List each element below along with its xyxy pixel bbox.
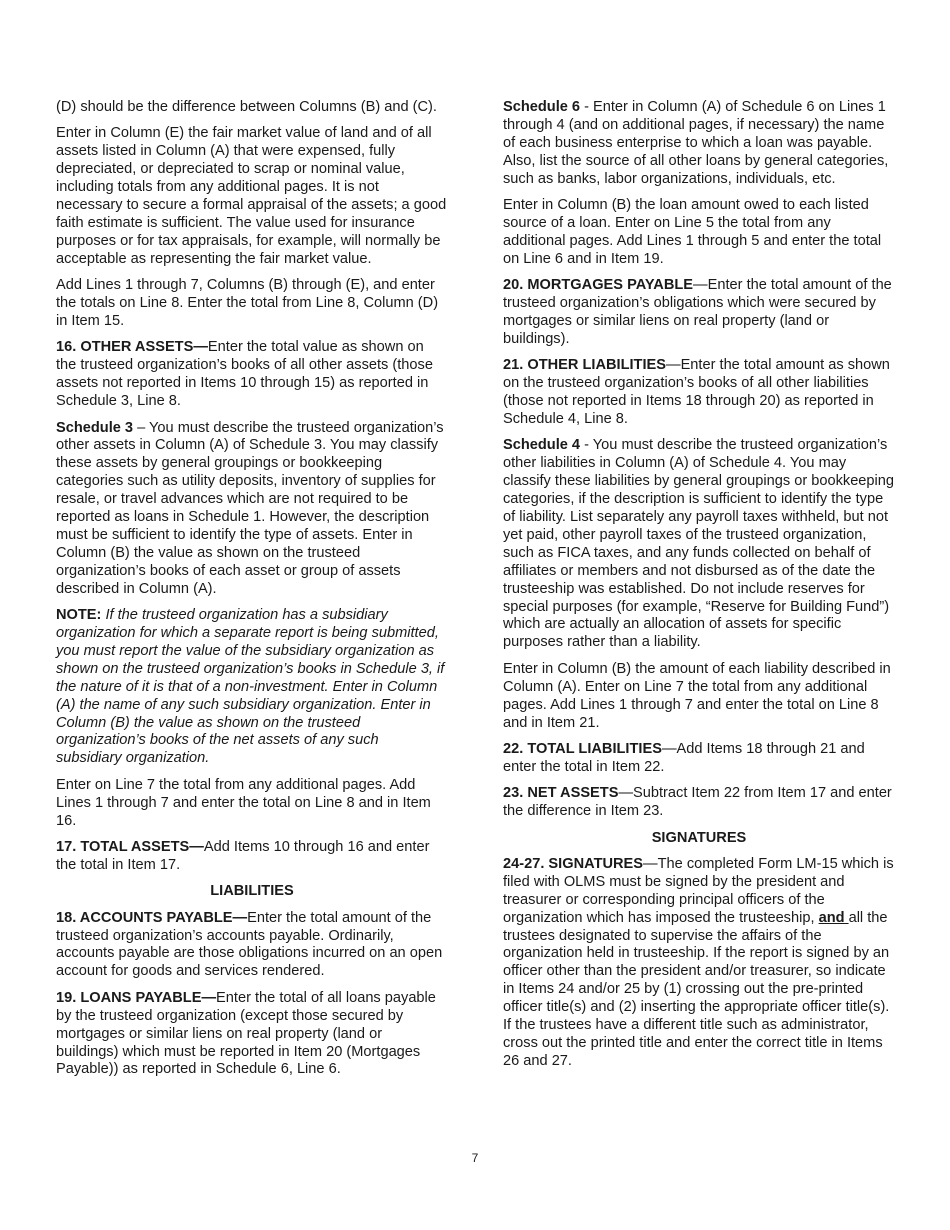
- item-20-label: 20. MORTGAGES PAYABLE: [503, 277, 694, 294]
- paragraph-loan-amount: Enter in Column (B) the loan amount owed to each listed source of a loan. Enter on Line 5 the total from any additional pages. Add Lines 1 through 5 and enter the total on Line 6 and in Item 19.: [503, 197, 882, 267]
- item-17-text: Add Items 10 through 16 and enter the total in Item 17.: [56, 838, 430, 873]
- item-16-text: Enter the total value as shown on the trusteed organization’s books of all other assets (those assets not reported in Items 10 through 15) as reported in Schedule 3, Line 8.: [56, 339, 433, 410]
- note-text: If the trusteed organization has a subsidiary organization for which a separate report is being submitted, you must report the value of the subsidiary organization as shown on the trusteed organization’s books in Schedule 3, if the nature of it is that of a non-investment. Enter in Column (A) the name of any such subsidiary organization. Enter in Column (B) the value as shown on the trusteed organization’s books of the net assets of any such subsidiary organization.: [56, 607, 445, 767]
- paragraph-liability-amount: Enter in Column (B) the amount of each liability described in Column (A). Enter on Line 7 the total from any additional pages. Add Lines 1 through 7 and enter the total on Line 8 and in Item 21.: [503, 660, 891, 731]
- item-22-total-liabilities: [503, 741, 895, 777]
- items-24-27-text-b: all the trustees designated to supervise the affairs of the organization held in trusteeship. If the report is signed by an officer other than the president and/or treasurer, so indicate in Items 24 and/or 25 by (1) crossing out the pre-printed officer title(s) and (2) inserting the appropriate officer title(s). If the trustees have a different title such as administrator, cross out the printed title and enter the correct title in Items 26 and 27.: [503, 909, 890, 1069]
- note: [56, 607, 448, 768]
- paragraph-column-d: (D) should be the difference between Columns (B) and (C).: [56, 99, 437, 115]
- schedule-3-label: Schedule 3: [56, 419, 134, 436]
- item-17-label: 17. TOTAL ASSETS—: [56, 838, 204, 855]
- item-19-label: 19. LOANS PAYABLE—: [56, 989, 217, 1006]
- item-16-other-assets: [56, 339, 448, 411]
- item-18-label: 18. ACCOUNTS PAYABLE—: [56, 909, 248, 926]
- left-column: [56, 99, 448, 1088]
- item-23-net-assets: [503, 785, 895, 821]
- page-number: 7: [471, 1151, 479, 1165]
- schedule-6: [503, 99, 895, 189]
- schedule-4-text: - You must describe the trusteed organization’s other liabilities in Column (A) of Schedule 4. You may classify these liabilities by general groupings or bookkeeping categories, if the description is sufficient to identify the type of liability. List separately any payroll taxes withheld, but not yet paid, other payroll taxes of the trusteed organization, such as FICA taxes, and any funds collected on behalf of affiliates or members and not disbursed as of the date the trusteeship was established. Do not include reserves for special purposes (for example, “Reserve for Building Fund”) which are actually an allocation of assets for specific purposes rather than a liability.: [503, 437, 895, 651]
- item-16-label: 16. OTHER ASSETS—: [56, 339, 208, 356]
- item-20-mortgages-payable: [503, 277, 895, 349]
- schedule-3: [56, 420, 448, 599]
- items-24-27-signatures: [503, 856, 895, 1071]
- item-21-label: 21. OTHER LIABILITIES: [503, 357, 666, 374]
- schedule-6-text: - Enter in Column (A) of Schedule 6 on Lines 1 through 4 (and on additional pages, if necessary) the name of each business enterprise to which a loan was payable. Also, list the source of all other loans by general categories, such as banks, labor organizations, individuals, etc.: [503, 99, 889, 187]
- schedule-6-label: Schedule 6: [503, 99, 581, 115]
- liabilities-heading: LIABILITIES: [210, 883, 294, 900]
- right-column: [503, 99, 895, 1079]
- paragraph-line-7: Enter on Line 7 the total from any additional pages. Add Lines 1 through 7 and enter the total on Line 8 and in Item 16.: [56, 776, 431, 829]
- item-22-text: —Add Items 18 through 21 and enter the total in Item 22.: [503, 740, 865, 775]
- item-19-loans-payable: [56, 990, 448, 1080]
- schedule-4: [503, 437, 895, 652]
- items-24-27-text-a: —The completed Form LM-15 which is filed with OLMS must be signed by the president and treasurer or corresponding principal officers of the organization which has imposed the trusteeship,: [503, 855, 894, 926]
- item-19-text: Enter the total of all loans payable by the trusteed organization (except those secured by mortgages or similar liens on real property (land or buildings) which must be reported in Item 20 (Mortgages Payable)) as reported in Schedule 6, Line 6.: [56, 989, 436, 1078]
- and-emphasis: and: [818, 909, 849, 926]
- item-18-text: Enter the total amount of the trusteed organization’s accounts payable. Ordinarily, accounts payable are those obligations incurred on an open account for goods and services rendered.: [56, 909, 443, 980]
- item-18-accounts-payable: [56, 910, 448, 982]
- item-21-other-liabilities: [503, 357, 895, 429]
- schedule-3-text: – You must describe the trusteed organization’s other assets in Column (A) of Schedule 3. You may classify these assets by general groupings or bookkeeping categories such as utility deposits, inventory of supplies for resale, or travel advances which are not required to be reported as loans in Schedule 1. However, the description must be sufficient to identify the type of assets. Enter in Column (B) the value as shown on the trusteed organization’s books of each asset or group of assets described in Column (A).: [56, 419, 444, 597]
- item-23-label: 23. NET ASSETS: [503, 785, 619, 802]
- item-20-text: —Enter the total amount of the trusteed organization’s obligations which were secured by mortgages or similar liens on real property (land or buildings).: [503, 277, 892, 347]
- schedule-4-label: Schedule 4: [503, 437, 581, 454]
- item-21-text: —Enter the total amount as shown on the trusteed organization’s books of all other liabilities (those not reported in Items 18 through 20) as reported in Schedule 4, Line 8.: [503, 357, 890, 427]
- item-22-label: 22. TOTAL LIABILITIES: [503, 740, 662, 757]
- item-23-text: —Subtract Item 22 from Item 17 and enter the difference in Item 23.: [503, 785, 892, 820]
- items-24-27-label: 24-27. SIGNATURES: [503, 855, 644, 872]
- paragraph-add-lines: Add Lines 1 through 7, Columns (B) through (E), and enter the totals on Line 8. Enter the total from Line 8, Column (D) in Item 15.: [56, 277, 439, 329]
- paragraph-column-e: Enter in Column (E) the fair market value of land and of all assets listed in Column (A) that were expensed, fully depreciated, or depreciated to scrap or nominal value, including totals from any additional pages. It is not necessary to secure a formal appraisal of the assets; a good faith estimate is sufficient. The value used for insurance purposes or for tax appraisals, for example, will normally be acceptable as representing the fair market value.: [56, 125, 447, 267]
- signatures-heading: SIGNATURES: [651, 829, 747, 846]
- note-label: NOTE:: [56, 607, 102, 624]
- item-17-total-assets: [56, 839, 448, 875]
